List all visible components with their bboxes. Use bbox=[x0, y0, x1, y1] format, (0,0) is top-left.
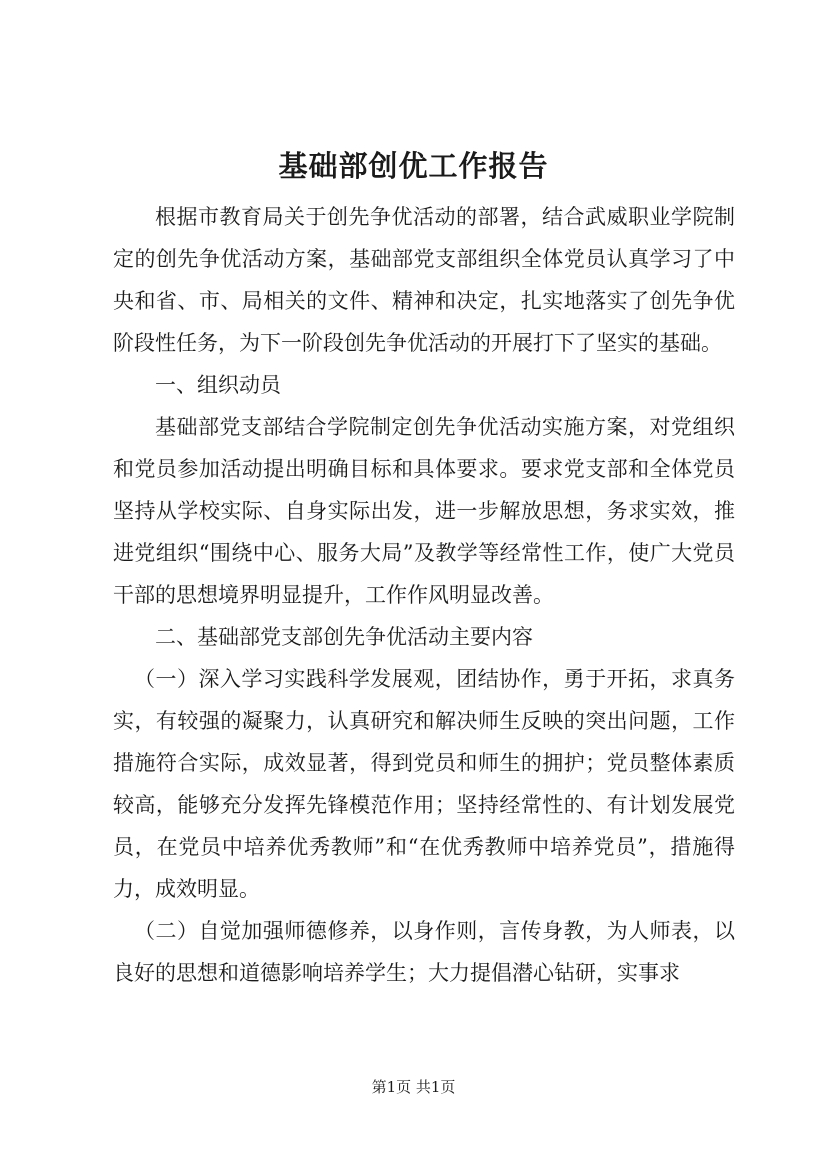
section-heading-1: 一、组织动员 bbox=[155, 373, 281, 397]
page-footer: 第1页 共1页 bbox=[371, 1078, 456, 1096]
paragraph-intro: 根据市教育局关于创先争优活动的部署，结合武威职业学院制定的创先争优活动方案，基础部党支部组织全体党员认真学习了中央和省、市、局相关的文件、精神和决定，扎实地落实了创先争优阶段性任务，为下一阶段创先争优活动的开展打下了坚实的基础。 bbox=[113, 205, 735, 355]
document-body bbox=[113, 196, 735, 994]
section-heading-2: 二、基础部党支部创先争优活动主要内容 bbox=[155, 625, 533, 649]
paragraph-mobilization: 基础部党支部结合学院制定创先争优活动实施方案，对党组织和党员参加活动提出明确目标和具体要求。要求党支部和全体党员坚持从学校实际、自身实际出发，进一步解放思想，务求实效，推进党组织“围绕中心、服务大局”及教学等经常性工作，使广大党员干部的思想境界明显提升，工作作风明显改善。 bbox=[113, 415, 735, 607]
paragraph-item-2: （二）自觉加强师德修养，以身作则，言传身教，为人师表，以良好的思想和道德影响培养学生；大力提倡潜心钻研，实事求 bbox=[113, 919, 735, 985]
paragraph-item-1: （一）深入学习实践科学发展观，团结协作，勇于开拓，求真务实，有较强的凝聚力，认真研究和解决师生反映的突出问题，工作措施符合实际，成效显著，得到党员和师生的拥护；党员整体素质较高，能够充分发挥先锋模范作用；坚持经常性的、有计划发展党员，在党员中培养优秀教师”和“在优秀教师中培养党员”，措施得力，成效明显。 bbox=[113, 667, 735, 901]
document-title: 基础部创优工作报告 bbox=[278, 149, 549, 183]
